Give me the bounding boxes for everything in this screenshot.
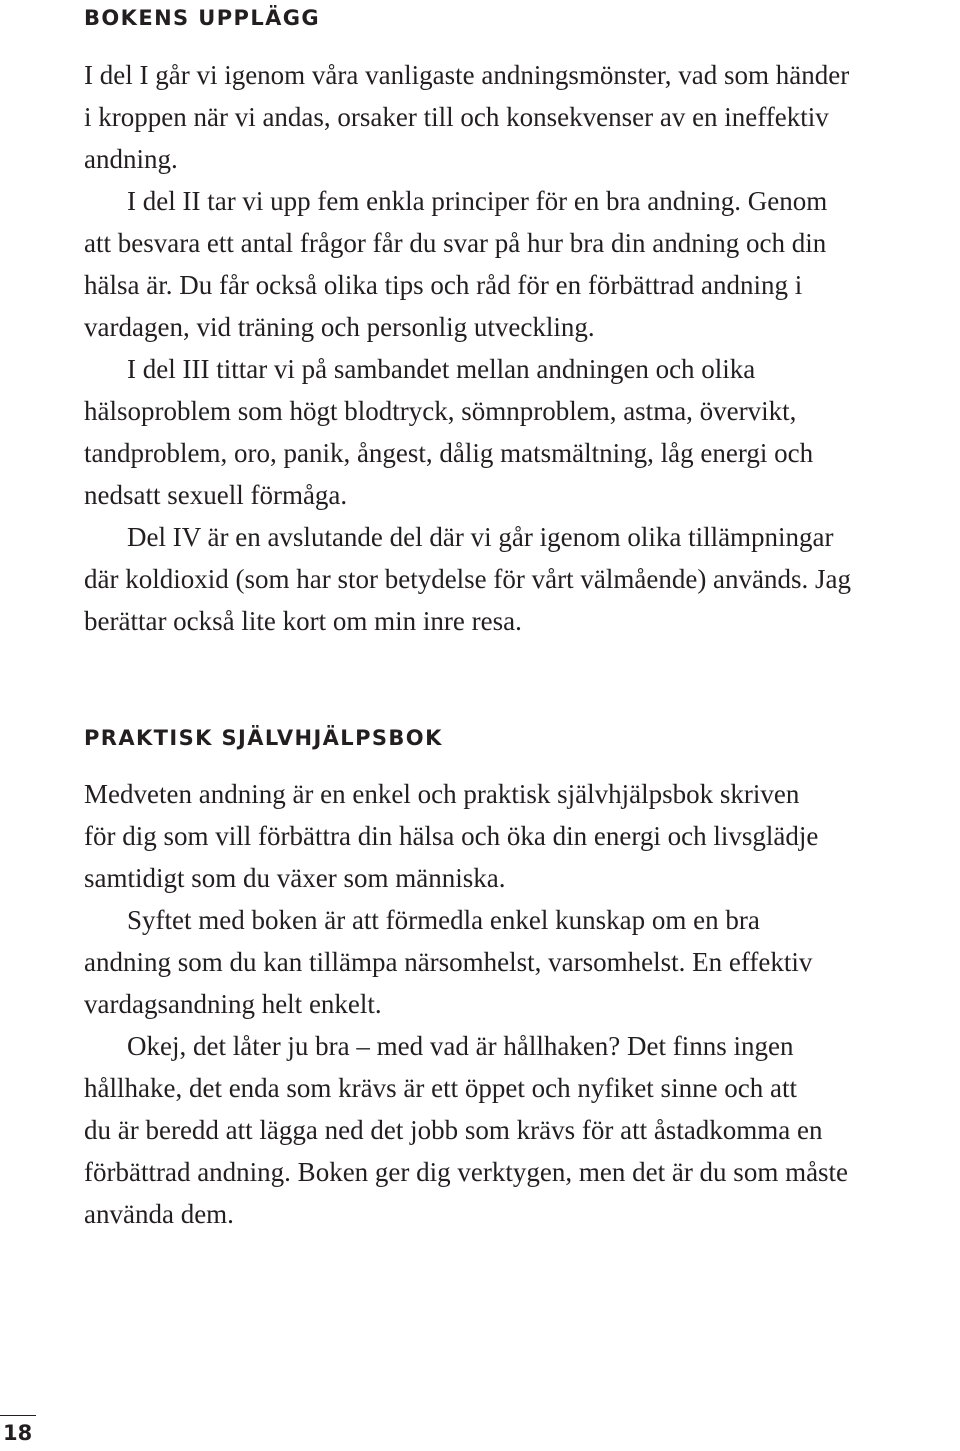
section-heading-bokens-upplagg: BOKENS UPPLÄGG bbox=[84, 6, 321, 30]
text-line: där koldioxid (som har stor betydelse för vårt välmående) används. Jag bbox=[84, 564, 852, 594]
text-line: vardagen, vid träning och personlig utveckling. bbox=[84, 312, 595, 342]
text-line: tandproblem, oro, panik, ångest, dålig matsmältning, låg energi och bbox=[84, 438, 814, 468]
text-line: I del III tittar vi på sambandet mellan andningen och olika bbox=[127, 354, 756, 384]
page-number: 18 bbox=[3, 1421, 33, 1445]
text-line: Del IV är en avslutande del där vi går igenom olika tillämpningar bbox=[127, 522, 834, 552]
text-line: andning. bbox=[84, 144, 178, 174]
text-line: Syftet med boken är att förmedla enkel kunskap om en bra bbox=[127, 905, 760, 935]
section-heading-praktisk-sjalvhjalpsbok: PRAKTISK SJÄLVHJÄLPSBOK bbox=[84, 726, 443, 750]
text-line: hållhake, det enda som krävs är ett öppet och nyfiket sinne och att bbox=[84, 1073, 798, 1103]
text-line: samtidigt som du växer som människa. bbox=[84, 863, 506, 893]
text-line: I del I går vi igenom våra vanligaste andningsmönster, vad som händer bbox=[84, 60, 850, 90]
text-line: för dig som vill förbättra din hälsa och öka din energi och livsglädje bbox=[84, 821, 819, 851]
text-line: hälsoproblem som högt blodtryck, sömnproblem, astma, övervikt, bbox=[84, 396, 797, 426]
text-line: Okej, det låter ju bra – med vad är hållhaken? Det finns ingen bbox=[127, 1031, 794, 1061]
text-line: Medveten andning är en enkel och praktisk självhjälpsbok skriven bbox=[84, 779, 800, 809]
section-body-praktisk-sjalvhjalpsbok bbox=[84, 773, 960, 1235]
section-body-bokens-upplagg bbox=[84, 54, 960, 642]
text-line: I del II tar vi upp fem enkla principer för en bra andning. Genom bbox=[127, 186, 828, 216]
text-line: använda dem. bbox=[84, 1199, 234, 1229]
text-line: hälsa är. Du får också olika tips och råd för en förbättrad andning i bbox=[84, 270, 803, 300]
text-line: andning som du kan tillämpa närsomhelst, varsomhelst. En effektiv bbox=[84, 947, 813, 977]
text-line: berättar också lite kort om min inre resa. bbox=[84, 606, 522, 636]
text-line: i kroppen när vi andas, orsaker till och konsekvenser av en ineffektiv bbox=[84, 102, 829, 132]
text-line: du är beredd att lägga ned det jobb som krävs för att åstadkomma en bbox=[84, 1115, 823, 1145]
text-line: vardagsandning helt enkelt. bbox=[84, 989, 382, 1019]
text-line: förbättrad andning. Boken ger dig verktygen, men det är du som måste bbox=[84, 1157, 849, 1187]
text-line: nedsatt sexuell förmåga. bbox=[84, 480, 348, 510]
text-line: att besvara ett antal frågor får du svar på hur bra din andning och din bbox=[84, 228, 827, 258]
